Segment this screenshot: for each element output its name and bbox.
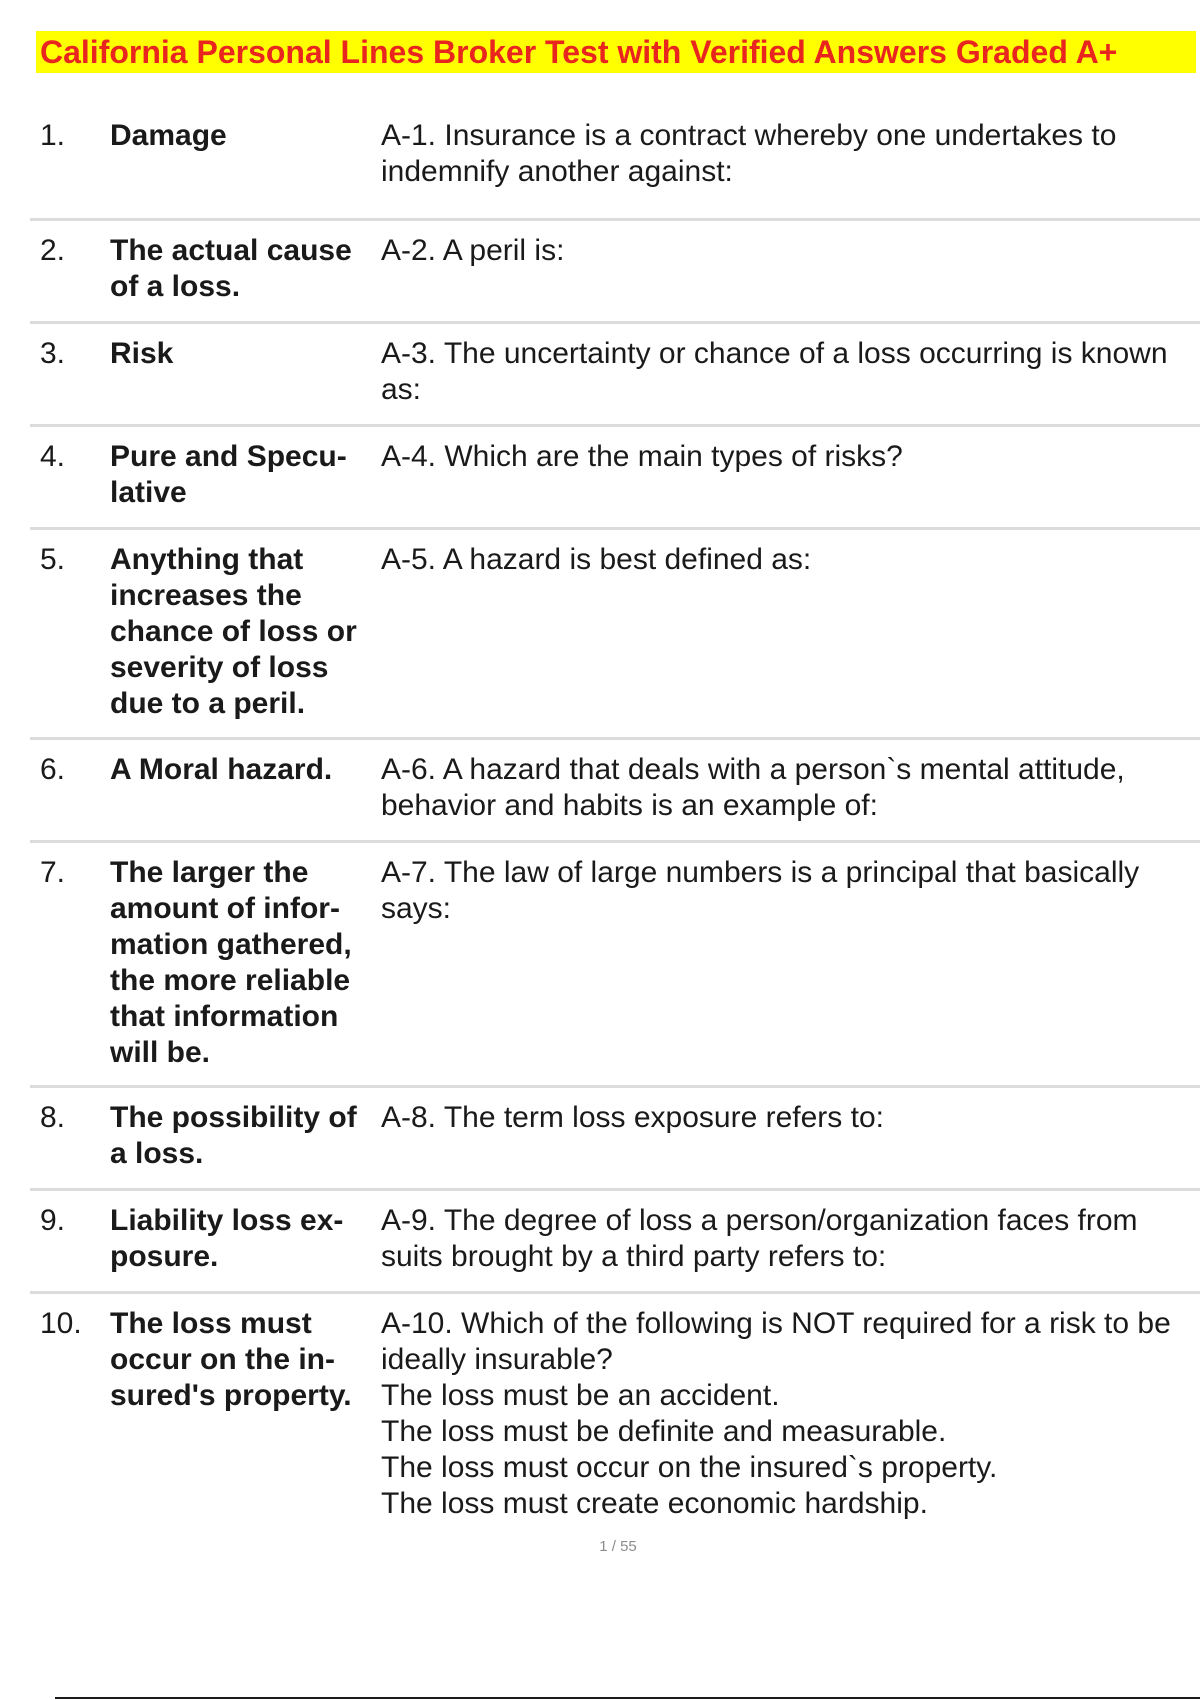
question-text: A-4. Which are the main types of risks? (381, 440, 903, 473)
answer-term: The loss must occur on the in-sured's property. (110, 1307, 352, 1412)
row-number: 2. (40, 234, 66, 267)
answer-term: Anything that increases the chance of loss or severity of loss due to a peril. (110, 543, 357, 720)
row-number: 6. (40, 753, 66, 786)
row-number: 1. (40, 119, 66, 152)
row-number: 5. (40, 543, 66, 576)
question-block (381, 1306, 1200, 1522)
answer-term: Pure and Specu-lative (110, 440, 347, 509)
qa-row-7 (30, 843, 1200, 1088)
question-text: A-1. Insurance is a contract whereby one undertakes to indemnify another against: (381, 119, 1117, 188)
question-text: A-3. The uncertainty or chance of a loss occurring is known as: (381, 337, 1168, 406)
qa-row-9 (30, 1191, 1200, 1294)
qa-row-10 (30, 1294, 1200, 1524)
qa-row-8 (30, 1088, 1200, 1191)
question-text: A-9. The degree of loss a person/organization faces from suits brought by a third party refers to: (381, 1204, 1138, 1273)
qa-list (30, 118, 1200, 1524)
answer-term: Liability loss ex-posure. (110, 1204, 344, 1273)
qa-row-3 (30, 324, 1200, 427)
answer-option: The loss must be definite and measurable. (381, 1415, 947, 1448)
row-number: 3. (40, 337, 66, 370)
answer-term: The possibility of a loss. (110, 1101, 357, 1170)
answer-term: A Moral hazard. (110, 753, 333, 786)
answer-option: The loss must create economic hardship. (381, 1487, 928, 1520)
question-text: A-10. Which of the following is NOT required for a risk to be ideally insurable? (381, 1307, 1171, 1376)
question-text: A-2. A peril is: (381, 234, 565, 267)
answer-term: Risk (110, 337, 174, 370)
qa-row-2 (30, 221, 1200, 324)
row-number: 4. (40, 440, 66, 473)
question-text: A-7. The law of large numbers is a principal that basically says: (381, 856, 1140, 925)
question-text: A-5. A hazard is best defined as: (381, 543, 812, 576)
answer-term: The actual cause of a loss. (110, 234, 352, 303)
row-number: 9. (40, 1204, 66, 1237)
row-number: 10. (40, 1307, 82, 1340)
answer-term: Damage (110, 119, 227, 152)
answer-option: The loss must occur on the insured`s property. (381, 1451, 998, 1484)
row-number: 8. (40, 1101, 66, 1134)
page-indicator: 1 / 55 (599, 1538, 637, 1555)
question-text: A-6. A hazard that deals with a person`s mental attitude, behavior and habits is an example of: (381, 753, 1125, 822)
qa-row-5 (30, 530, 1200, 740)
qa-row-4 (30, 427, 1200, 530)
answer-option: The loss must be an accident. (381, 1379, 780, 1412)
qa-row-6 (30, 740, 1200, 843)
footer-divider (55, 1697, 1200, 1699)
question-text: A-8. The term loss exposure refers to: (381, 1101, 884, 1134)
answer-term: The larger the amount of infor-mation gathered, the more reliable that information will be. (110, 856, 352, 1069)
document-title: California Personal Lines Broker Test with Verified Answers Graded A+ (40, 34, 1118, 70)
row-number: 7. (40, 856, 66, 889)
qa-row-1 (30, 118, 1200, 221)
